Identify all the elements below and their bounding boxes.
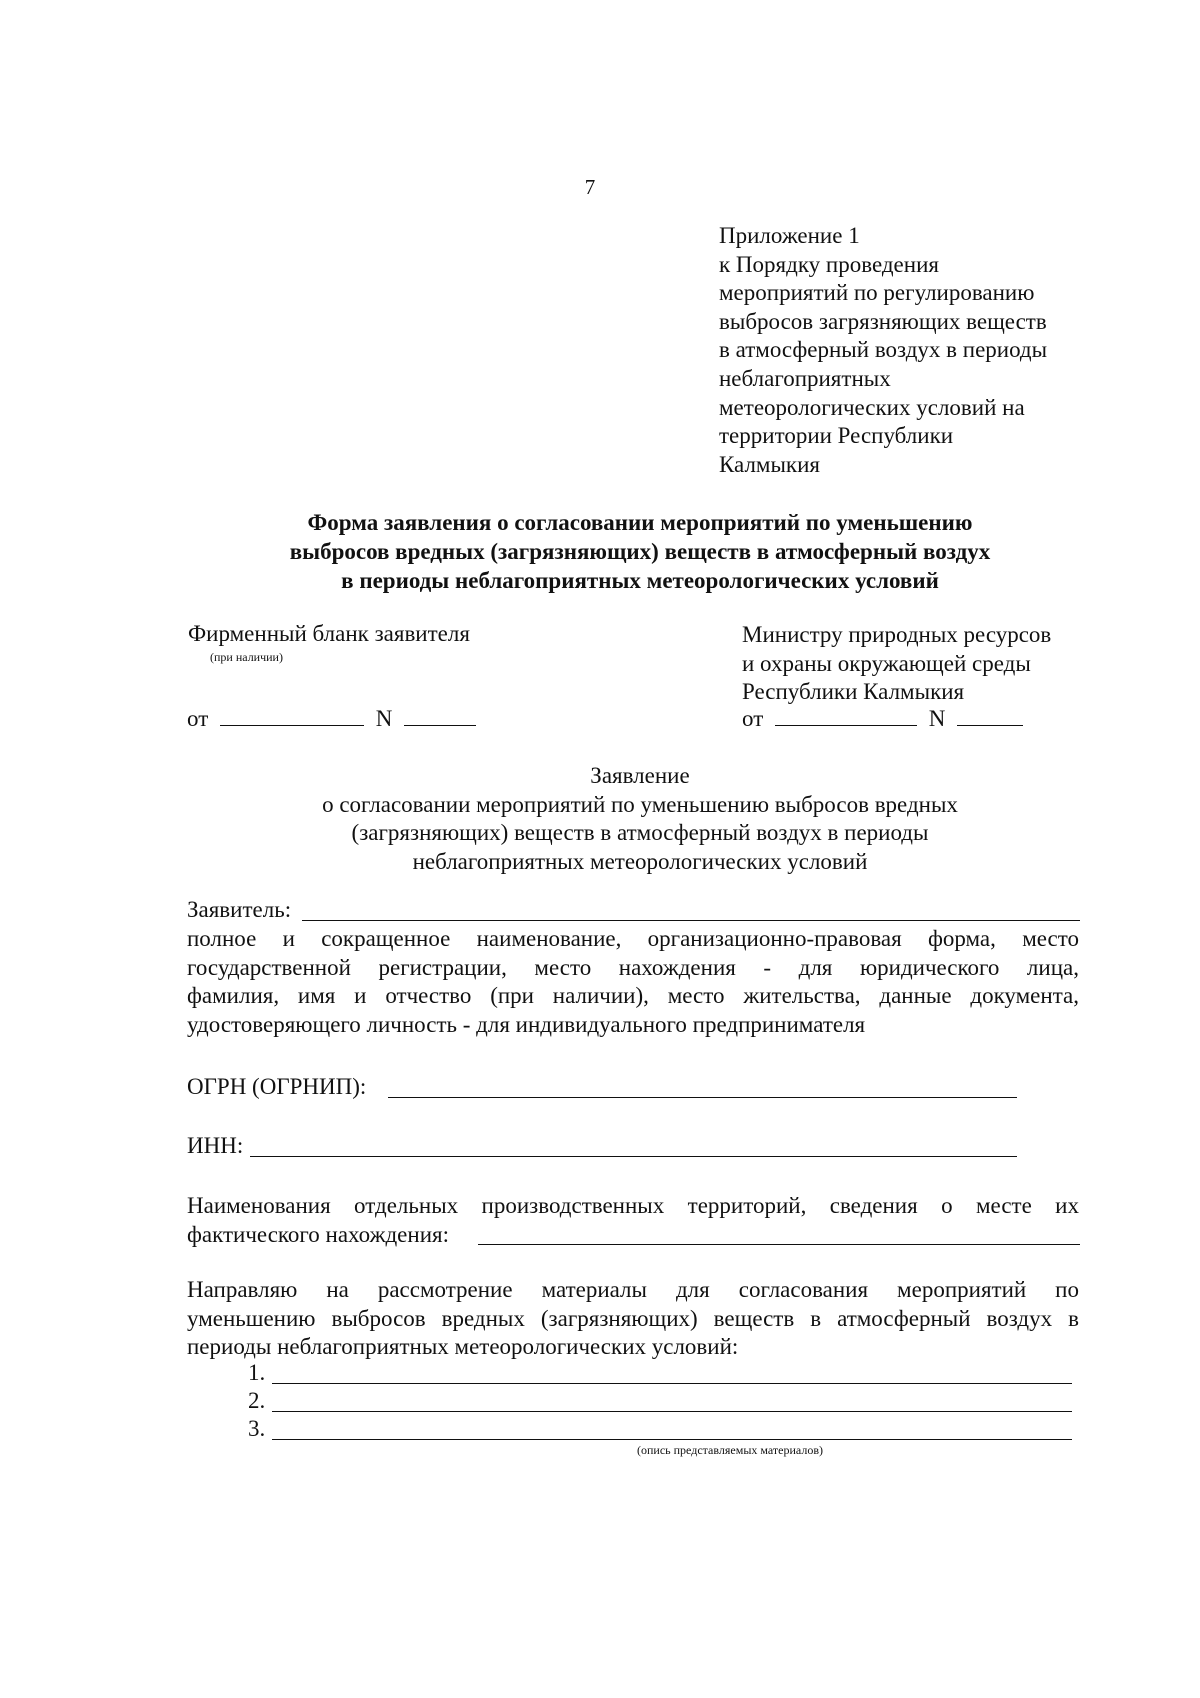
- addressee-line: Республики Калмыкия: [742, 679, 965, 704]
- appendix-line: в атмосферный воздух в периоды: [719, 337, 1048, 363]
- letterhead-reference: [187, 706, 482, 732]
- letterhead-note: (при наличии): [210, 650, 283, 664]
- statement-title-line: о согласовании мероприятий по уменьшению выбросов вредных: [322, 791, 958, 817]
- form-title: [160, 508, 1120, 595]
- inn-label: ИНН:: [187, 1133, 244, 1158]
- description-line: фамилия, имя и отчество (при наличии), место жительства, данные документа,: [187, 983, 1079, 1008]
- addressee-line: и охраны окружающей среды: [742, 650, 1031, 676]
- ogrn-field[interactable]: [388, 1097, 1017, 1098]
- description-line: полное и сокращенное наименование, организационно-правовая форма, место: [187, 926, 1079, 951]
- letterhead-label: Фирменный бланк заявителя: [188, 621, 470, 646]
- statement-title: [160, 762, 1120, 876]
- appendix-line: мероприятий по регулированию: [719, 280, 1035, 306]
- ogrn-label: ОГРН (ОГРНИП):: [187, 1074, 367, 1099]
- material-item-number: 2.: [248, 1388, 266, 1413]
- page-number: 7: [584, 175, 596, 199]
- from-label: от: [187, 706, 209, 731]
- applicant-description: [187, 925, 1079, 1039]
- material-item-field[interactable]: [272, 1411, 1072, 1412]
- materials-line: уменьшению выбросов вредных (загрязняющих) веществ в атмосферный воздух в: [187, 1305, 1079, 1331]
- materials-note: (опись представляемых материалов): [637, 1443, 823, 1457]
- inn-field[interactable]: [250, 1156, 1017, 1157]
- form-title-line: в периоды неблагоприятных метеорологических условий: [341, 568, 939, 593]
- appendix-line: выбросов загрязняющих веществ: [719, 308, 1047, 334]
- territories-label: фактического нахождения:: [187, 1221, 449, 1247]
- appendix-line: метеорологических условий на: [719, 394, 1025, 420]
- date-field[interactable]: [220, 724, 364, 726]
- description-line: государственной регистрации, место нахождения - для юридического лица,: [187, 954, 1079, 980]
- territories-block: [187, 1192, 1079, 1249]
- addressee-reference: [742, 706, 1029, 732]
- applicant-field[interactable]: [302, 920, 1080, 921]
- statement-title-line: Заявление: [590, 763, 690, 788]
- materials-line: периоды неблагоприятных метеорологических условий:: [187, 1334, 739, 1359]
- form-title-line: Форма заявления о согласовании мероприятий по уменьшению: [307, 510, 973, 535]
- material-item-number: 3.: [248, 1416, 266, 1441]
- applicant-label: Заявитель:: [187, 897, 292, 922]
- addressee-line: Министру природных ресурсов: [742, 622, 1052, 647]
- material-item-number: 1.: [248, 1360, 266, 1385]
- description-line: удостоверяющего личность - для индивидуального предпринимателя: [187, 1011, 866, 1037]
- appendix-line: Приложение 1: [719, 223, 860, 248]
- appendix-reference: [719, 222, 1139, 479]
- statement-title-line: (загрязняющих) веществ в атмосферный воздух в периоды: [351, 820, 929, 845]
- appendix-line: к Порядку проведения: [719, 251, 939, 277]
- appendix-line: неблагоприятных: [719, 365, 891, 391]
- materials-intro: [187, 1276, 1079, 1362]
- appendix-line: Калмыкия: [719, 451, 820, 477]
- material-item-field[interactable]: [272, 1439, 1072, 1440]
- addressee-block: [742, 621, 1051, 707]
- material-item-field[interactable]: [272, 1383, 1072, 1384]
- territories-line: Наименования отдельных производственных территорий, сведения о месте их: [187, 1193, 1079, 1218]
- form-title-line: выбросов вредных (загрязняющих) веществ в атмосферный воздух: [289, 539, 991, 564]
- appendix-line: территории Республики: [719, 423, 954, 449]
- number-field[interactable]: [957, 724, 1023, 726]
- territories-field[interactable]: [478, 1244, 1080, 1245]
- materials-line: Направляю на рассмотрение материалы для согласования мероприятий по: [187, 1277, 1079, 1302]
- number-label: N: [375, 706, 393, 731]
- from-label: от: [742, 706, 764, 731]
- number-label: N: [928, 706, 946, 731]
- number-field[interactable]: [404, 724, 476, 726]
- date-field[interactable]: [775, 724, 917, 726]
- statement-title-line: неблагоприятных метеорологических условий: [412, 848, 868, 874]
